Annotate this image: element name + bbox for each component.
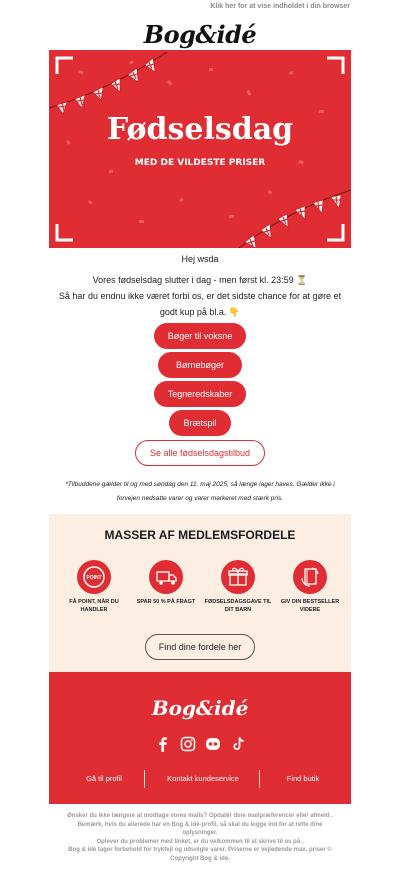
find-benefits-button[interactable]: Find dine fordele her bbox=[145, 634, 255, 660]
intro-line-1: Vores fødselsdag slutter i dag - men først kl. 23:59 ⏳ bbox=[92, 275, 308, 285]
legal-text bbox=[60, 812, 340, 863]
benefit-label: SPAR 50 % PÅ FRAGT bbox=[136, 599, 196, 605]
legal-contact: Oplever du problemer med linket, er du velkommen til at skrive til os på . bbox=[96, 838, 304, 845]
offer-disclaimer: *Tilbuddene gælder til og med søndag den 11. maj 2025, så længe lager haves. Gælder ikke i forvejen nedsatte varer og varer markeret med stærk pris. bbox=[65, 481, 335, 502]
legal-unsubscribe[interactable]: Ønsker du ikke længere at modtage vores mails? Opdatér dine mailpræferencer eller afmeld . Bemærk, hvis du allerede har en Bog & idé-profil, så skal du logge ind for at rette dine oplysninger. bbox=[67, 813, 333, 836]
benefit-bestseller bbox=[275, 560, 345, 614]
hero-banner[interactable] bbox=[49, 50, 351, 248]
benefit-shipping bbox=[131, 560, 201, 607]
podcast-icon[interactable] bbox=[205, 736, 221, 752]
category-button-drawing-tools[interactable]: Tegneredskaber bbox=[154, 381, 246, 407]
point-badge-text: POINT bbox=[86, 575, 102, 581]
benefit-label: GIV DIN BESTSELLER VIDERE bbox=[280, 599, 340, 613]
profile-link[interactable]: Gå til profil bbox=[86, 774, 122, 783]
brand-logo[interactable]: Bog&idé bbox=[143, 20, 257, 49]
benefit-points bbox=[59, 560, 129, 614]
view-in-browser-link[interactable]: Klik her for at vise indholdet i din browser bbox=[210, 3, 350, 10]
category-button-board-games[interactable]: Brætspil bbox=[169, 410, 231, 436]
benefits-title: MASSER AF MEDLEMSFORDELE bbox=[104, 528, 296, 542]
footer-divider bbox=[144, 770, 145, 788]
truck-icon bbox=[149, 560, 183, 594]
benefit-label: FÅ POINT, NÅR DU HANDLER bbox=[69, 599, 119, 613]
intro-line-2: Så har du endnu ikke været forbi os, er det sidste chance for at gøre et godt kup på bl.a. 👇 bbox=[58, 291, 342, 317]
customer-service-link[interactable]: Kontakt kundeservice bbox=[167, 774, 239, 783]
footer bbox=[49, 672, 351, 804]
tiktok-icon[interactable] bbox=[230, 736, 246, 752]
intro-text bbox=[56, 272, 344, 320]
benefit-label: FØDSELSDAGSGAVE TIL DIT BARN bbox=[204, 599, 272, 613]
hero-subtitle: MED DE VILDESTE PRISER bbox=[134, 158, 266, 168]
instagram-icon[interactable] bbox=[180, 736, 196, 752]
point-icon bbox=[77, 560, 111, 594]
member-benefits-section bbox=[49, 514, 351, 672]
benefit-birthday-gift bbox=[203, 560, 273, 614]
facebook-icon[interactable] bbox=[155, 736, 171, 752]
footer-divider bbox=[259, 770, 260, 788]
all-birthday-offers-button[interactable]: Se alle fødselsdagstilbud bbox=[135, 440, 265, 466]
legal-copyright: Bog & idé tager forbehold for trykfejl og udsolgte varer. Priserne er vejledende max. priser © Copyright Bog & idé. bbox=[68, 847, 332, 862]
book-exchange-icon bbox=[293, 560, 327, 594]
category-button-childrens-books[interactable]: Børnebøger bbox=[158, 352, 242, 378]
hero-decoration bbox=[49, 50, 351, 248]
hero-title: Fødselsdag bbox=[106, 112, 294, 147]
find-store-link[interactable]: Find butik bbox=[286, 774, 320, 783]
gift-icon bbox=[221, 560, 255, 594]
footer-links bbox=[49, 770, 351, 788]
category-button-adult-books[interactable]: Bøger til voksne bbox=[154, 323, 246, 349]
footer-logo[interactable]: Bog&idé bbox=[151, 696, 249, 720]
greeting: Hej wsda bbox=[181, 254, 219, 264]
